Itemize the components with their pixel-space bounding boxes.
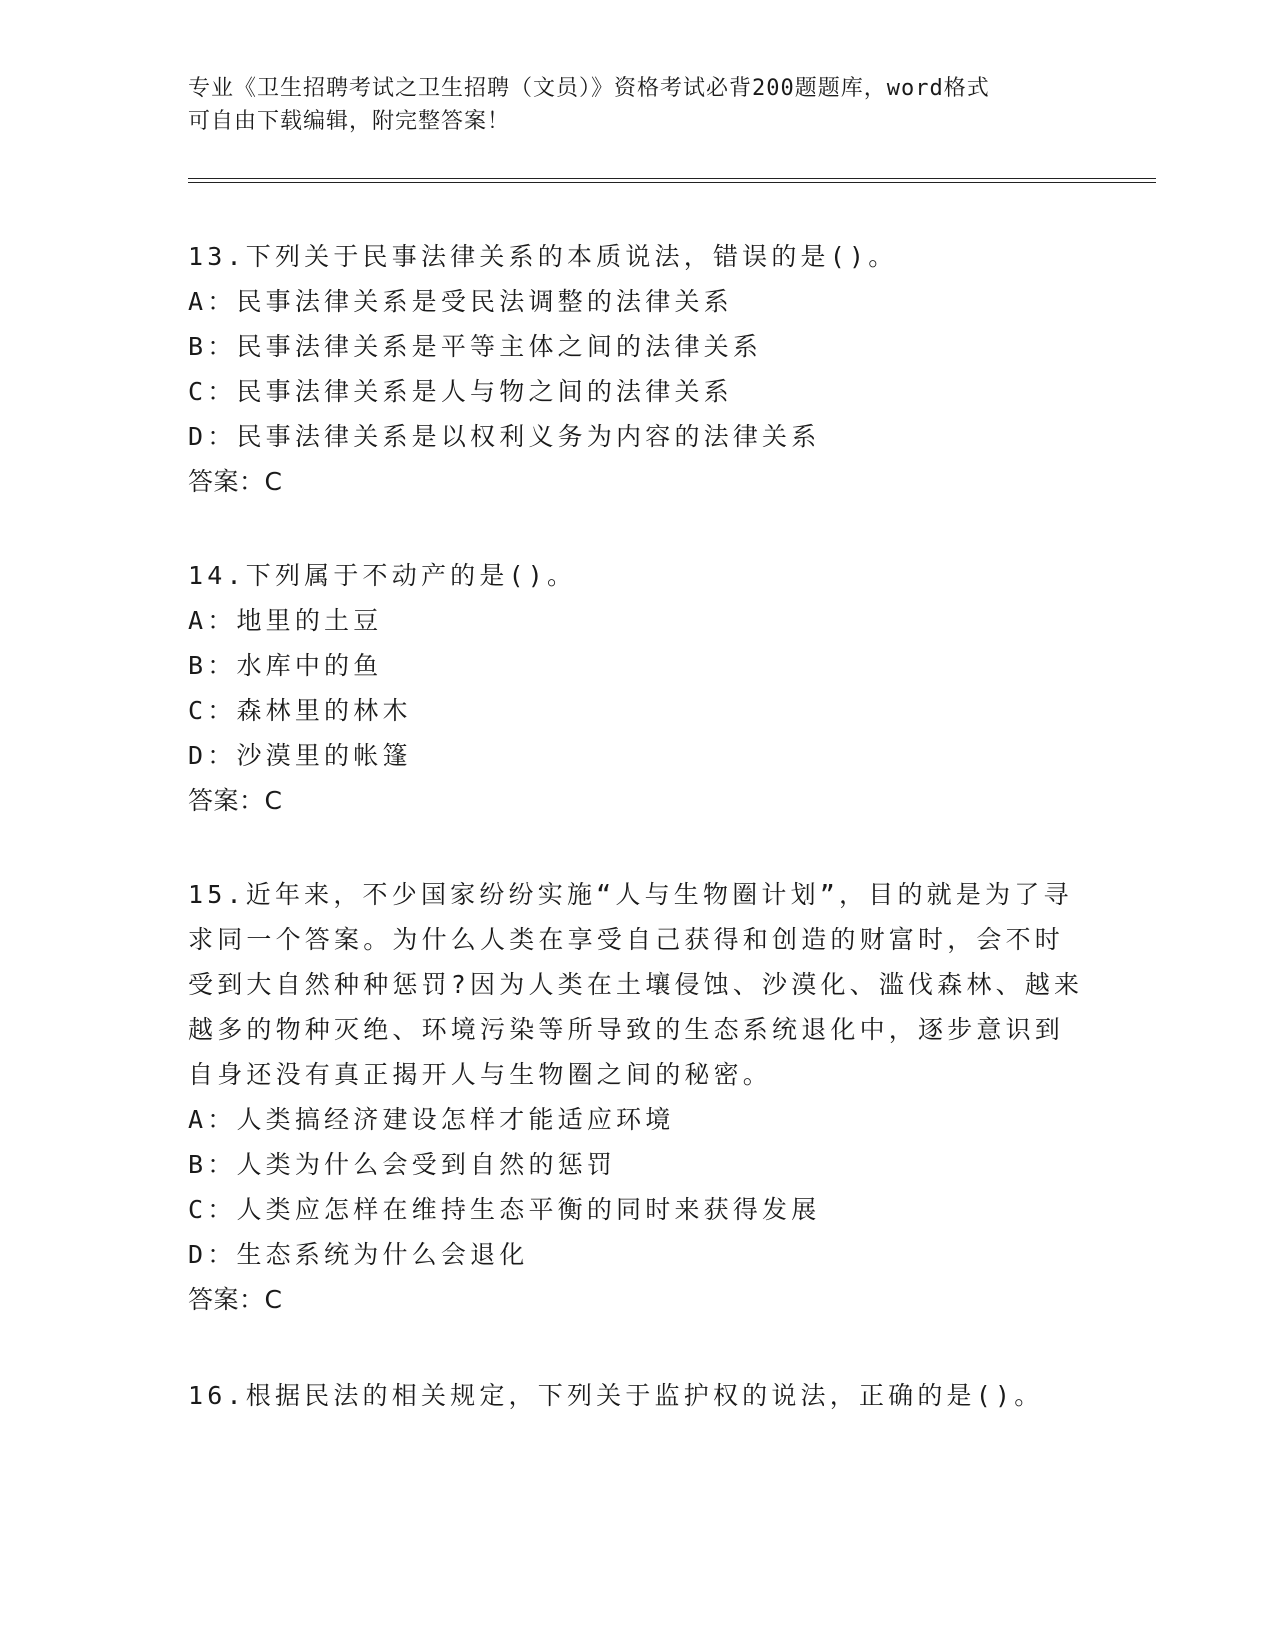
option-a: A：人类搞经济建设怎样才能适应环境 bbox=[188, 1105, 675, 1134]
option-a: A：地里的土豆 bbox=[188, 606, 383, 635]
question-stem: 14.下列属于不动产的是()。 bbox=[188, 561, 577, 590]
answer-line: 答案：C bbox=[188, 467, 283, 496]
answer-line: 答案：C bbox=[188, 1285, 283, 1314]
header-line-2: 可自由下载编辑，附完整答案！ bbox=[188, 109, 511, 134]
option-c: C：民事法律关系是人与物之间的法律关系 bbox=[188, 377, 733, 406]
option-c: C：森林里的林木 bbox=[188, 696, 412, 725]
document-header bbox=[188, 72, 1068, 138]
header-divider bbox=[188, 178, 1156, 183]
question-14 bbox=[188, 553, 1088, 823]
document-page bbox=[188, 0, 1148, 1650]
option-c: C：人类应怎样在维持生态平衡的同时来获得发展 bbox=[188, 1195, 821, 1224]
option-a: A：民事法律关系是受民法调整的法律关系 bbox=[188, 287, 733, 316]
header-line-1: 专业《卫生招聘考试之卫生招聘（文员）》资格考试必背200题题库，word格式 bbox=[188, 76, 990, 101]
option-b: B：民事法律关系是平等主体之间的法律关系 bbox=[188, 332, 763, 361]
option-b: B：水库中的鱼 bbox=[188, 651, 383, 680]
question-16 bbox=[188, 1373, 1088, 1418]
option-d: D：沙漠里的帐篷 bbox=[188, 741, 412, 770]
question-stem-line-4: 越多的物种灭绝、环境污染等所导致的生态系统退化中，逐步意识到 bbox=[188, 1015, 1065, 1044]
question-stem-line-3: 受到大自然种种惩罚?因为人类在土壤侵蚀、沙漠化、滥伐森林、越来 bbox=[188, 970, 1084, 999]
question-stem: 13.下列关于民事法律关系的本质说法，错误的是()。 bbox=[188, 242, 898, 271]
question-stem-line-2: 求同一个答案。为什么人类在享受自己获得和创造的财富时，会不时 bbox=[188, 925, 1065, 954]
question-13 bbox=[188, 234, 1088, 504]
option-b: B：人类为什么会受到自然的惩罚 bbox=[188, 1150, 617, 1179]
option-d: D：民事法律关系是以权利义务为内容的法律关系 bbox=[188, 422, 821, 451]
question-stem: 16.根据民法的相关规定，下列关于监护权的说法，正确的是()。 bbox=[188, 1381, 1044, 1410]
answer-line: 答案：C bbox=[188, 786, 283, 815]
question-stem-line-1: 15.近年来，不少国家纷纷实施“人与生物圈计划”，目的就是为了寻 bbox=[188, 880, 1073, 909]
question-stem-line-5: 自身还没有真正揭开人与生物圈之间的秘密。 bbox=[188, 1060, 773, 1089]
option-d: D：生态系统为什么会退化 bbox=[188, 1240, 529, 1269]
question-15 bbox=[188, 872, 1088, 1322]
